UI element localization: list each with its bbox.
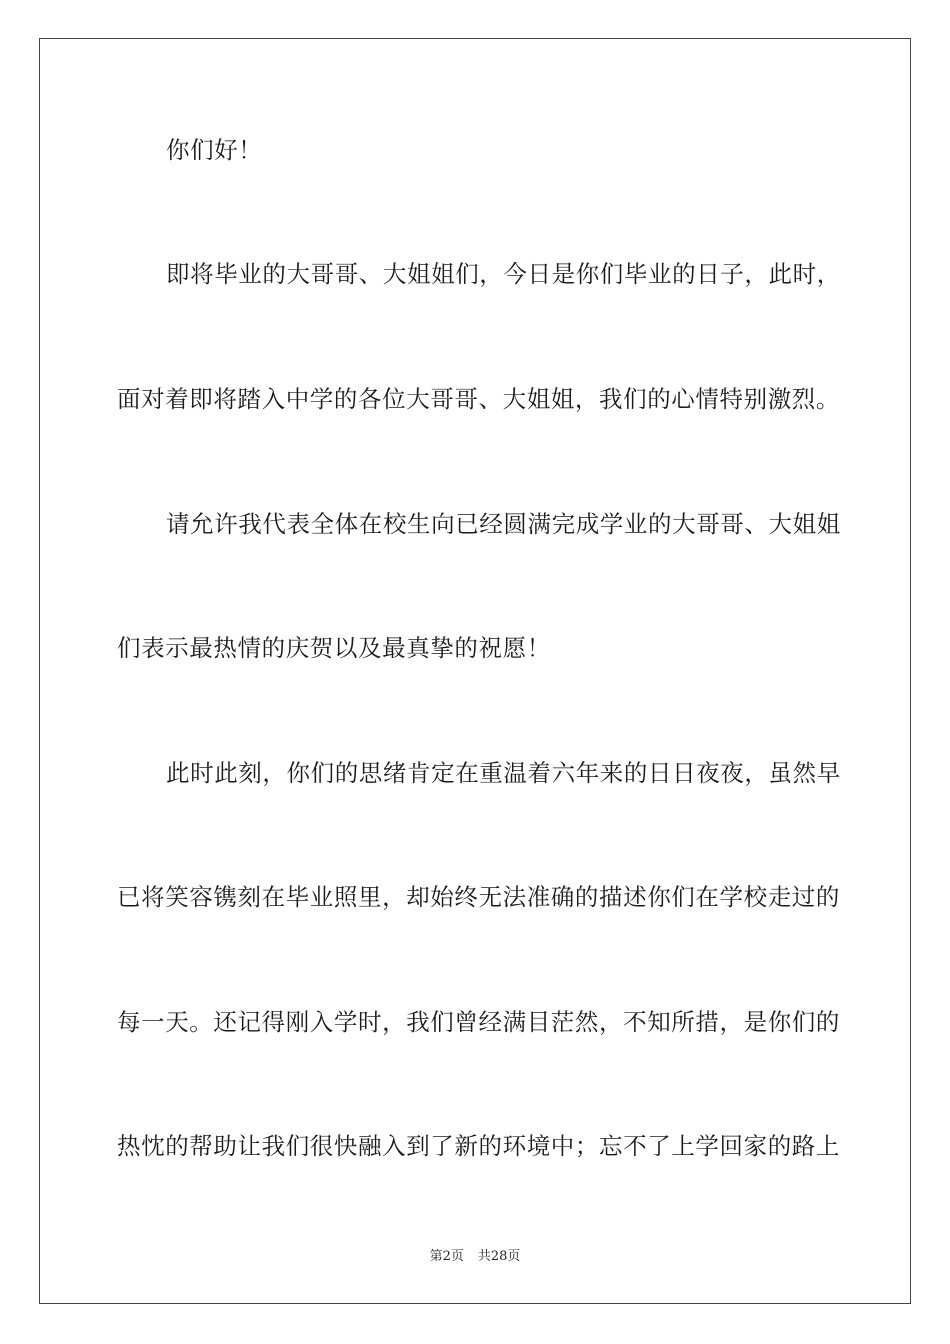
page-footer [0,1248,950,1266]
paragraph-line: 你们好！ [166,136,263,164]
paragraph-line: 请允许我代表全体在校生向已经圆满完成学业的大哥哥、大姐姐 [166,510,841,538]
paragraph-line: 此时此刻，你们的思绪肯定在重温着六年来的日日夜夜，虽然早 [166,759,841,787]
paragraph-line: 每一天。还记得刚入学时，我们曾经满目茫然，不知所措，是你们的 [117,1008,840,1036]
paragraph-line: 们表示最热情的庆贺以及最真挚的祝愿！ [117,634,551,662]
paragraph-line: 即将毕业的大哥哥、大姐姐们，今日是你们毕业的日子，此时， [166,260,841,288]
paragraph-line: 已将笑容镌刻在毕业照里，却始终无法准确的描述你们在学校走过的 [117,883,840,911]
paragraph-line: 热忱的帮助让我们很快融入到了新的环境中；忘不了上学回家的路上 [117,1132,840,1160]
page-total: 共28页 [477,1249,521,1264]
paragraph-line: 面对着即将踏入中学的各位大哥哥、大姐姐，我们的心情特别激烈。 [117,385,840,413]
page-number: 第2页 [429,1249,464,1264]
page-border [39,38,911,1304]
